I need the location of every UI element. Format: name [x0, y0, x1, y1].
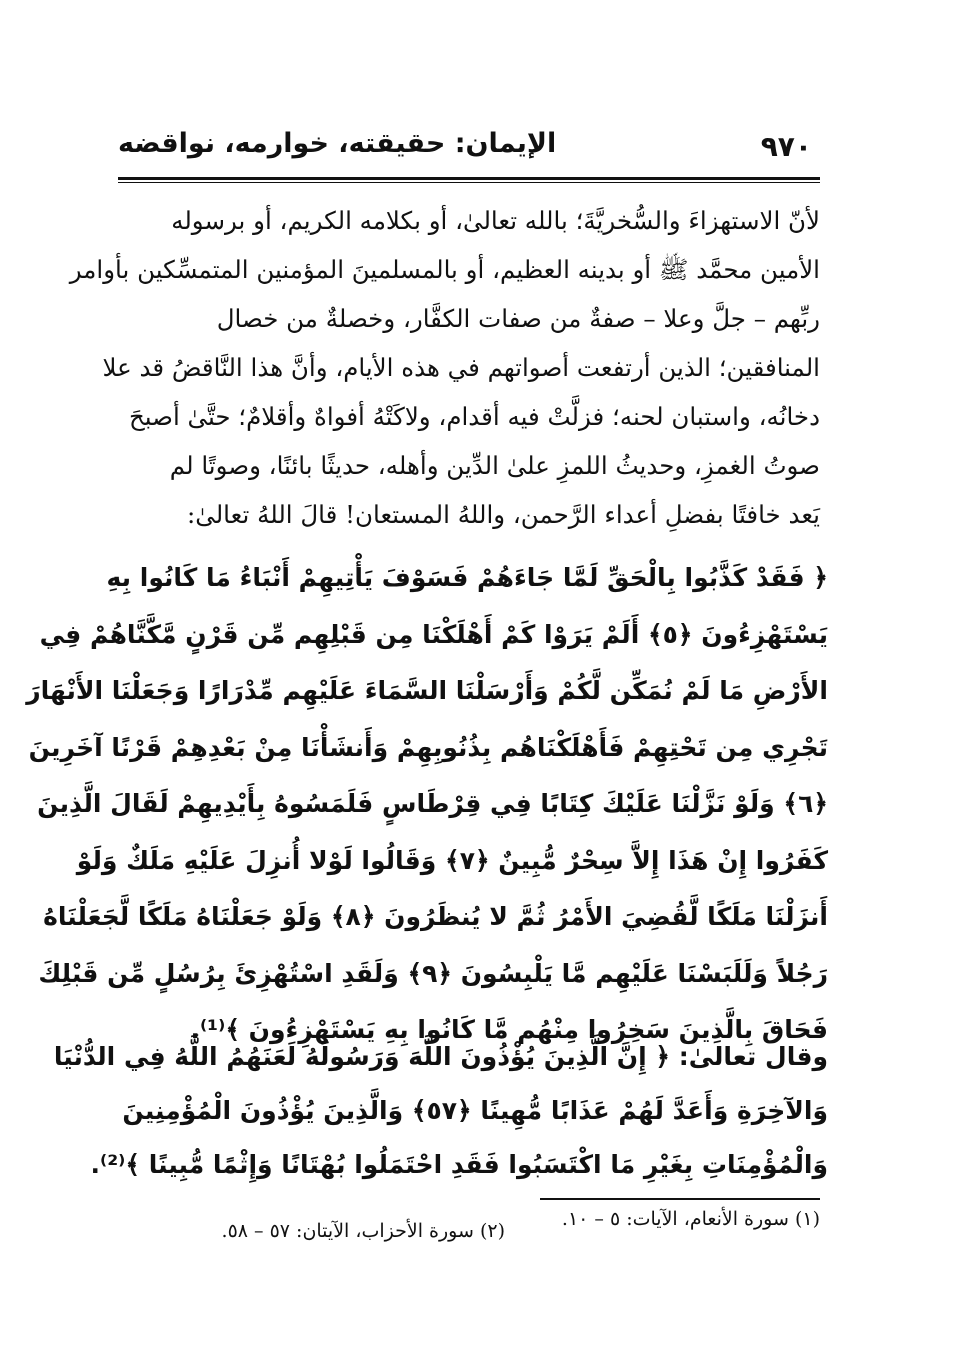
page-number: ٩٧٠	[760, 130, 812, 163]
running-title: الإيمان: حقيقته، خوارمه، نواقضه	[118, 128, 557, 159]
quran-passage	[26, 550, 828, 1059]
quran-line: وقال تعالىٰ: ﴿ إِنَّ الَّذِينَ يُؤْذُونَ اللَّهَ وَرَسُولَهُ لَعَنَهُمُ اللَّهُ فِي الدُّنْيَا	[53, 1042, 828, 1071]
prose-line: لأنّ الاستهزاءَ والسُّخريَّةَ؛ بالله تعالىٰ، أو بكلامه الكريم، أو برسوله	[171, 206, 820, 235]
quran-line: ﴿ فَقَدْ كَذَّبُوا بِالْحَقِّ لَمَّا جَاءَهُمْ فَسَوْفَ يَأْتِيهِمْ أَنْبَاءُ مَا كَانُوا بِهِ	[106, 563, 828, 592]
quran-line: الأَرْضِ مَا لَمْ نُمَكِّن لَّكُمْ وَأَرْسَلْنَا السَّمَاءَ عَلَيْهِم مِّدْرَارًا وَجَعَلْنَا الأَنْهَارَ	[26, 676, 828, 705]
quran-line: وَالآخِرَةِ وَأَعَدَّ لَهُمْ عَذَابًا مُّهِينًا ﴿٥٧﴾ وَالَّذِينَ يُؤْذُونَ الْمُؤْمِنِينَ	[122, 1096, 828, 1125]
footnote-separator	[540, 1198, 820, 1200]
second-quran-passage	[53, 1030, 828, 1192]
footnote-2: (٢) سورة الأحزاب، الآيتان: ٥٧ – ٥٨.	[221, 1220, 505, 1242]
prose-line: يَعد خافتًا بفضلِ أعداء الرَّحمن، واللهُ المستعان! قالَ اللهُ تعالىٰ:	[187, 500, 820, 529]
prose-line: دخانُه، واستبان لحنه؛ فزلَّتْ فيه أقدام، ولاكَتْهُ أفواهٌ وأقلامٌ؛ حتَّىٰ أصبحَ	[128, 402, 820, 431]
prose-line: المنافقين؛ الذين أرتفعت أصواتهم في هذه الأيام، وأنَّ هذا النَّاقضُ قد علا	[102, 353, 820, 382]
page-header	[118, 128, 820, 174]
prose-paragraph	[69, 196, 820, 539]
footnote-1: (١) سورة الأنعام، الآيات: ٥ – ١٠.	[561, 1208, 820, 1230]
quran-line: رَجُلاً وَلَلَبَسْنَا عَلَيْهِم مَّا يَلْبِسُونَ ﴿٩﴾ وَلَقَدِ اسْتُهْزِئَ بِرُسُلٍ مِّن قَبْلِكَ	[38, 958, 828, 988]
quran-line: ﴿٦﴾ وَلَوْ نَزَّلْنَا عَلَيْكَ كِتَابًا فِي قِرْطَاسٍ فَلَمَسُوهُ بِأَيْدِيهِمْ لَقَالَ الَّذِينَ	[37, 789, 828, 818]
footnotes	[180, 1208, 820, 1248]
quran-line: أَنزَلْنَا مَلَكًا لَّقُضِيَ الأَمْرُ ثُمَّ لا يُنظَرُونَ ﴿٨﴾ وَلَوْ جَعَلْنَاهُ مَلَكًا لَّجَعَلْنَاهُ	[43, 902, 828, 931]
quran-line: فَحَاقَ بِالَّذِينَ سَخِرُوا مِنْهُم مَّا كَانُوا بِهِ يَسْتَهْزِءُونَ ﴾⁽¹⁾.	[190, 1015, 828, 1044]
quran-line: كَفَرُوا إِنْ هَذَا إِلاَّ سِحْرٌ مُّبِينٌ ﴿٧﴾ وَقَالُوا لَوْلا أُنزِلَ عَلَيْهِ مَلَكٌ وَلَوْ	[76, 845, 828, 875]
header-rule	[118, 177, 820, 180]
prose-line: صوتُ الغمزِ، وحديثُ اللمزِ علىٰ الدِّين وأهله، حديثًا بائنًا، وصوتًا لم	[169, 451, 820, 480]
header-rule-thin	[118, 182, 820, 183]
prose-line: ربِّهم – جلَّ وعلا – صفةٌ من صفات الكفَّار، وخصلةٌ من خصال	[216, 304, 820, 333]
quran-line: تَجْرِي مِن تَحْتِهِمْ فَأَهْلَكْنَاهُم بِذُنُوبِهِمْ وَأَنشَأْنَا مِنْ بَعْدِهِمْ قَرْنًا آخَرِينَ	[28, 732, 828, 762]
quran-line: وَالْمُؤْمِنَاتِ بِغَيْرِ مَا اكْتَسَبُوا فَقَدِ احْتَمَلُوا بُهْتَانًا وَإِثْمًا مُّبِينًا ﴾⁽²⁾.	[90, 1150, 828, 1179]
prose-line: الأمين محمَّد ﷺ أو بدينه العظيم، أو بالمسلمينَ المؤمنين المتمسِّكين بأوامر	[69, 255, 820, 284]
quran-line: يَسْتَهْزِءُونَ ﴿٥﴾ أَلَمْ يَرَوْا كَمْ أَهْلَكْنَا مِن قَبْلِهِم مِّن قَرْنٍ مَّكَّنَّاهُمْ فِي	[39, 619, 828, 649]
